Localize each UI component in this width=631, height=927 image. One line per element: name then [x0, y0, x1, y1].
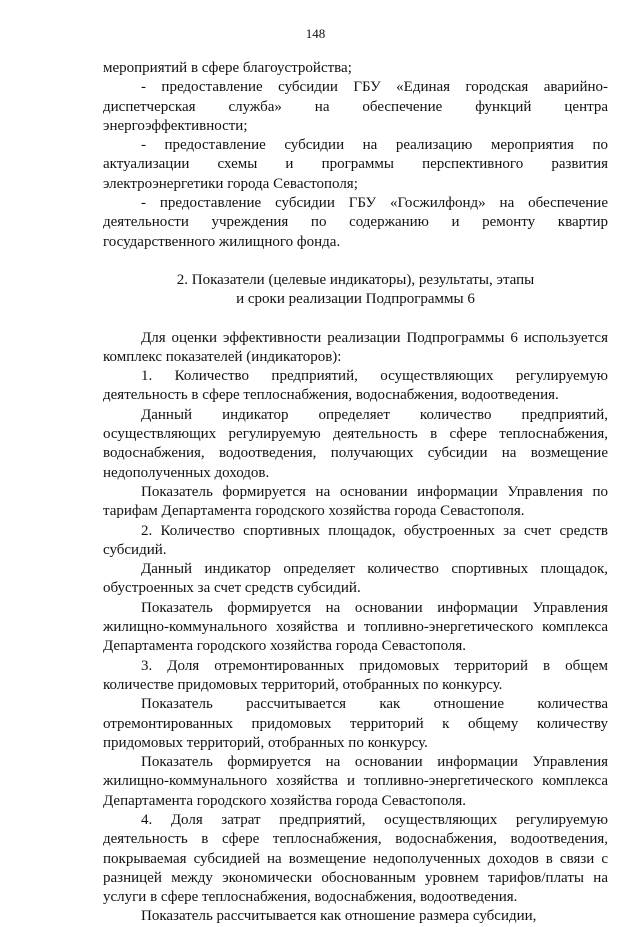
indicator-4-title: 4. Доля затрат предприятий, осуществляющих регулируемую деятельность в сфере теплоснабжения, водоснабжения, водоотведения, покрываемая субсидией на возмещение недополученных доходов в связи с разницей между экономически обоснованным уровнем тарифов/платы на услуги в сфере теплоснабжения, водоснабжения, водоотведения. [103, 811, 608, 906]
section-heading-line-2: и сроки реализации Подпрограммы 6 [236, 291, 475, 308]
indicator-2-description: Данный индикатор определяет количество спортивных площадок, обустроенных за счет средств субсидий. [103, 561, 608, 597]
indicator-1-source: Показатель формируется на основании информации Управления по тарифам Департамента городского хозяйства города Севастополя. [103, 483, 608, 520]
indicator-3-title: 3. Доля отремонтированных придомовых территорий в общем количестве придомовых территорий, отобранных по конкурсу. [103, 657, 608, 693]
page-number: 148 [305, 26, 326, 41]
indicator-3-source: Показатель формируется на основании информации Управления жилищно-коммунального хозяйства и топливно-энергетического комплекса Департамента городского хозяйства города Севастополя. [103, 754, 608, 809]
paragraph-continuation: мероприятий в сфере благоустройства; [103, 60, 352, 76]
indicator-3-description: Показатель рассчитывается как отношение количества отремонтированных придомовых территорий к общему количеству придомовых территорий, отобранных по конкурсу. [103, 696, 608, 751]
paragraph-intro: Для оценки эффективности реализации Подпрограммы 6 используется комплекс показателей (индикаторов): [103, 329, 608, 365]
indicator-2-source: Показатель формируется на основании информации Управления жилищно-коммунального хозяйства и топливно-энергетического комплекса Департамента городского хозяйства города Севастополя. [103, 599, 608, 655]
indicator-1-title: 1. Количество предприятий, осуществляющих регулируемую деятельность в сфере теплоснабжения, водоснабжения, водоотведения. [103, 368, 608, 404]
indicator-1-description: Данный индикатор определяет количество предприятий, осуществляющих регулируемую деятельность в сфере теплоснабжения, водоснабжения, водоотведения, получающих субсидии на возмещение недополученных доходов. [103, 406, 608, 481]
indicator-2-title: 2. Количество спортивных площадок, обустроенных за счет средств субсидий. [103, 522, 608, 558]
list-item-subsidy-emergency-service: - предоставление субсидии ГБУ «Единая городская аварийно-диспетчерская служба» на обеспечение функций центра энергоэффективности; [103, 79, 608, 134]
section-heading-line-1: 2. Показатели (целевые индикаторы), результаты, этапы [176, 271, 535, 288]
list-item-subsidy-electric-scheme: - предоставление субсидии на реализацию мероприятия по актуализации схемы и программы перспективного развития электроэнергетики города Севастополя; [103, 137, 608, 192]
document-body [103, 59, 608, 927]
list-item-subsidy-gosjilfond: - предоставление субсидии ГБУ «Госжилфонд» на обеспечение деятельности учреждения по содержанию и ремонту квартир государственного жилищного фонда. [103, 195, 608, 250]
indicator-4-description: Показатель рассчитывается как отношение размера субсидии, [141, 908, 537, 925]
section-heading [103, 271, 608, 310]
